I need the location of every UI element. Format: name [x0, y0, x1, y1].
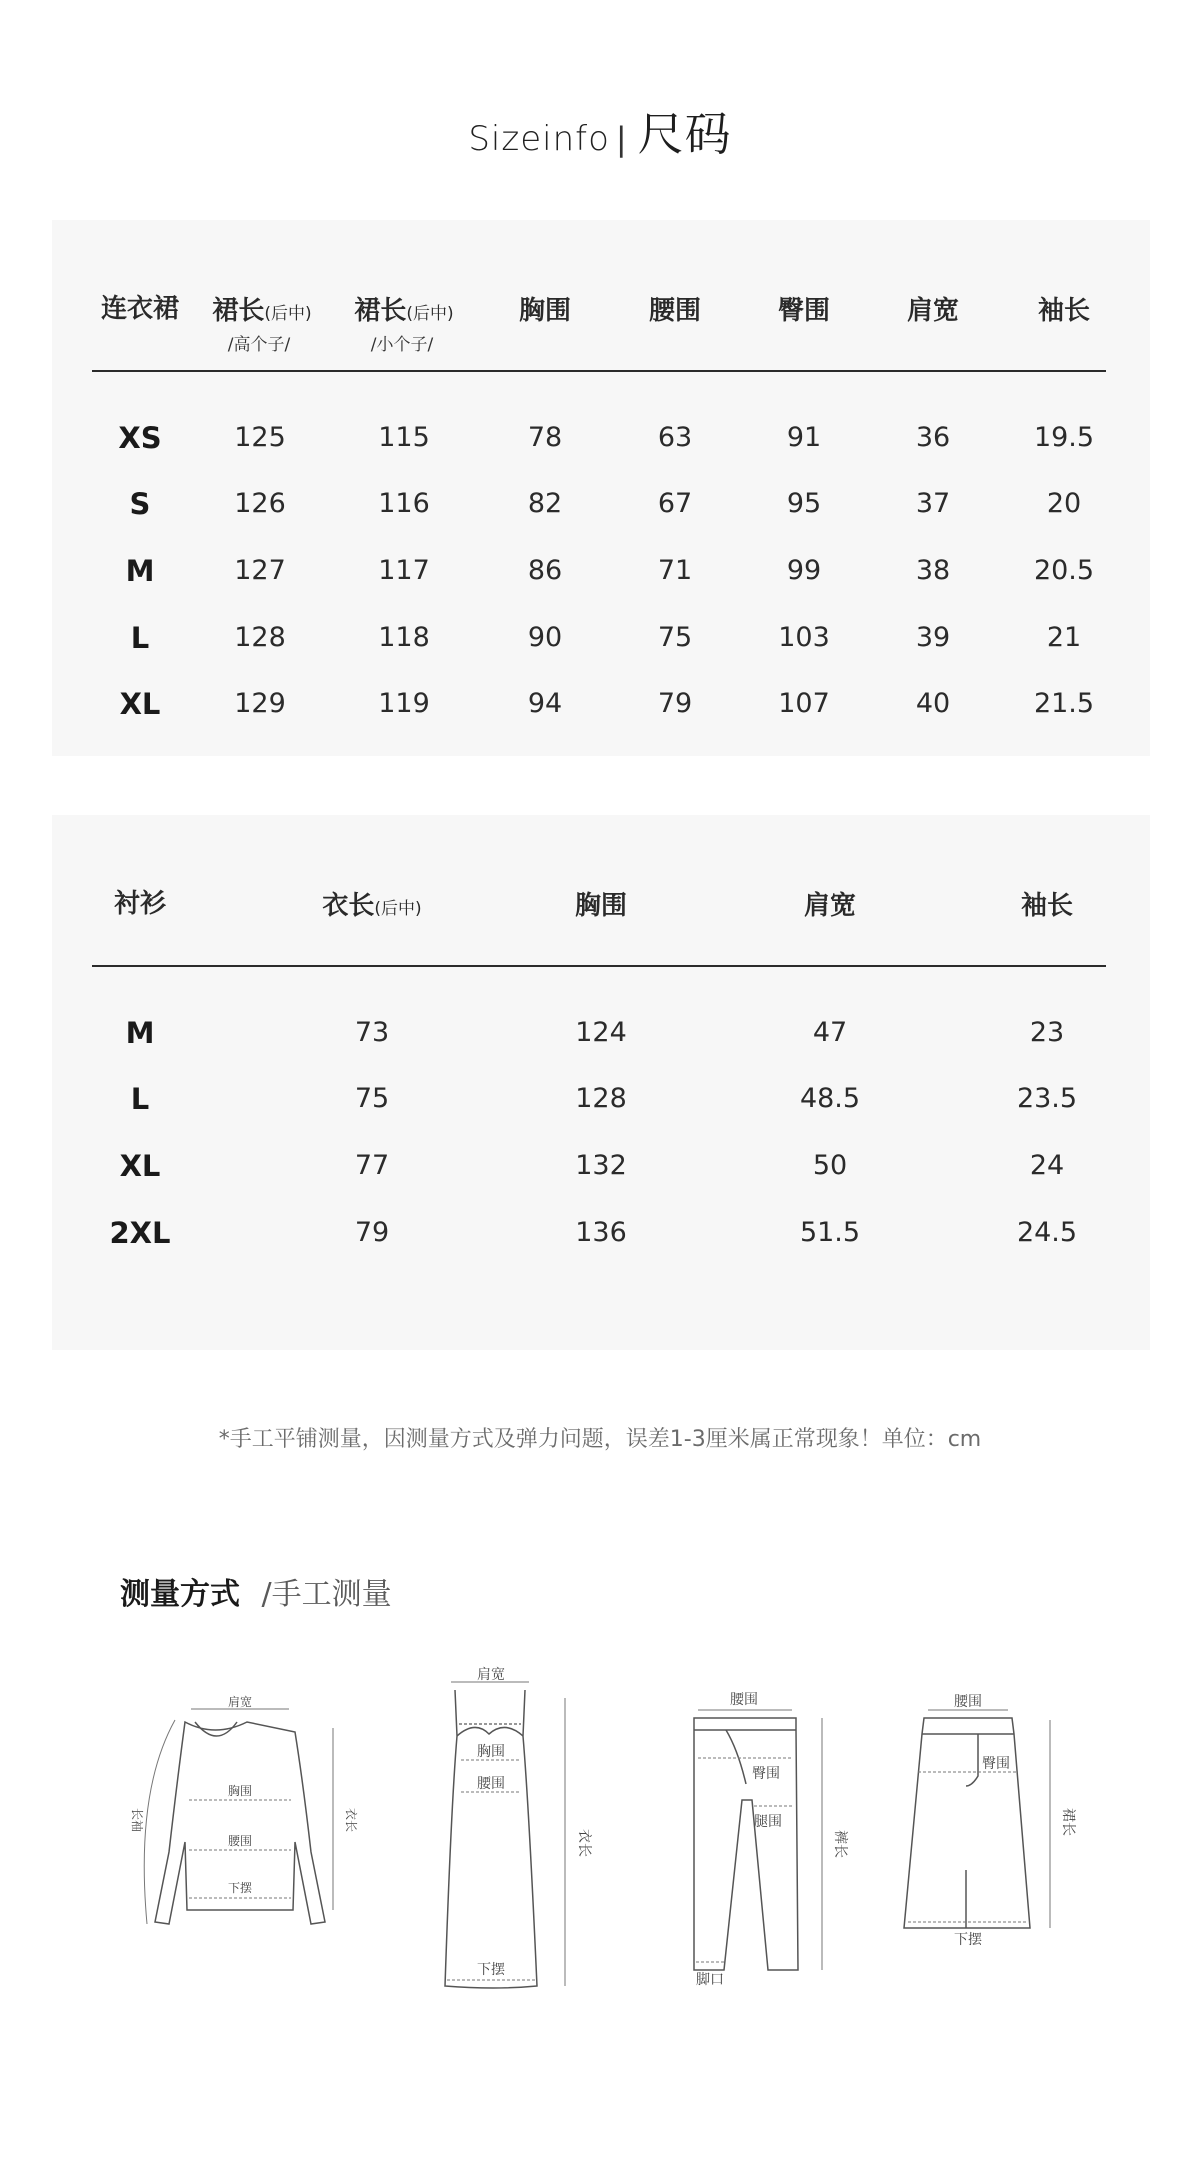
- shirt-label-waist: 腰围: [227, 1834, 253, 1848]
- table-cell: 82: [527, 488, 563, 519]
- title-separator: |: [615, 120, 628, 158]
- pants-diagram: [680, 1680, 850, 1990]
- size-label: XL: [119, 1149, 161, 1183]
- table-cell: 95: [786, 488, 822, 519]
- table-cell: 94: [527, 688, 563, 719]
- table-cell: 47: [812, 1017, 848, 1048]
- dress-header-length-petite: 裙长(后中): [354, 296, 454, 326]
- size-label: XL: [119, 687, 161, 721]
- shirt-header-shoulder: 肩宽: [803, 891, 857, 921]
- table-cell: 132: [575, 1150, 627, 1181]
- dress-label-hem: 下摆: [477, 1962, 505, 1978]
- dress-header-note-petite: /小个子/: [370, 335, 434, 355]
- table-cell: 115: [378, 422, 430, 453]
- shirt-header-chest: 胸围: [574, 891, 628, 921]
- dress-header-chest: 胸围: [518, 296, 572, 326]
- pants-label-waist: 腰围: [730, 1692, 758, 1708]
- table-cell: 127: [234, 555, 286, 586]
- pants-label-hip: 臀围: [752, 1766, 780, 1782]
- dress-header-divider: [92, 370, 1106, 372]
- dress-header-waist: 腰围: [648, 296, 702, 326]
- size-label: S: [129, 487, 151, 521]
- skirt-label-hem: 下摆: [954, 1932, 982, 1948]
- table-cell: 79: [657, 688, 693, 719]
- shirt-header-divider: [92, 965, 1106, 967]
- title-zh: 尺码: [637, 107, 732, 161]
- dress-header-length-tall: 裙长(后中): [212, 296, 312, 326]
- skirt-label-length: 裙长: [1060, 1808, 1076, 1836]
- table-cell: 124: [575, 1017, 627, 1048]
- pants-label-thigh: 腿围: [754, 1814, 782, 1830]
- table-cell: 40: [915, 688, 951, 719]
- table-cell: 77: [354, 1150, 390, 1181]
- table-cell: 119: [378, 688, 430, 719]
- shirt-diagram: [125, 1692, 358, 1932]
- size-label: 2XL: [109, 1216, 171, 1250]
- table-cell: 37: [915, 488, 951, 519]
- table-cell: 125: [234, 422, 286, 453]
- table-cell: 90: [527, 622, 563, 653]
- table-cell: 67: [657, 488, 693, 519]
- table-cell: 23.5: [1016, 1083, 1078, 1114]
- shirt-label-chest: 胸围: [227, 1784, 253, 1798]
- table-cell: 129: [234, 688, 286, 719]
- table-cell: 38: [915, 555, 951, 586]
- table-cell: 21.5: [1033, 688, 1095, 719]
- shirt-table-corner: 衬衫: [113, 889, 167, 919]
- table-cell: 75: [657, 622, 693, 653]
- table-cell: 21: [1046, 622, 1082, 653]
- table-cell: 79: [354, 1217, 390, 1248]
- dress-header-sleeve: 袖长: [1037, 296, 1091, 326]
- pants-label-length: 裤长: [832, 1830, 848, 1858]
- table-cell: 128: [234, 622, 286, 653]
- dress-header-hip: 臀围: [777, 296, 831, 326]
- title-en: Sizeinfo: [468, 119, 610, 159]
- table-cell: 118: [378, 622, 430, 653]
- dress-size-table: [52, 220, 1150, 756]
- dress-label-waist: 腰围: [477, 1776, 505, 1792]
- table-cell: 51.5: [799, 1217, 861, 1248]
- skirt-label-hip: 臀围: [982, 1756, 1010, 1772]
- table-cell: 19.5: [1033, 422, 1095, 453]
- skirt-diagram: [898, 1690, 1078, 1960]
- method-subtitle: /手工测量: [261, 1577, 392, 1612]
- table-cell: 91: [786, 422, 822, 453]
- shirt-header-sleeve: 袖长: [1020, 891, 1074, 921]
- measurement-method-heading: [120, 1574, 392, 1616]
- table-cell: 107: [778, 688, 830, 719]
- dress-label-shoulder: 肩宽: [477, 1667, 505, 1683]
- table-cell: 71: [657, 555, 693, 586]
- shirt-label-length: 衣长: [344, 1807, 358, 1833]
- table-cell: 23: [1029, 1017, 1065, 1048]
- table-cell: 50: [812, 1150, 848, 1181]
- table-cell: 73: [354, 1017, 390, 1048]
- shirt-size-table: [52, 815, 1150, 1350]
- shirt-label-hem: 下摆: [227, 1881, 253, 1895]
- table-cell: 99: [786, 555, 822, 586]
- table-cell: 117: [378, 555, 430, 586]
- shirt-label-shoulder: 肩宽: [227, 1695, 253, 1709]
- table-cell: 39: [915, 622, 951, 653]
- size-label: M: [125, 1016, 155, 1050]
- table-cell: 116: [378, 488, 430, 519]
- size-label: M: [125, 554, 155, 588]
- dress-header-shoulder: 肩宽: [906, 296, 960, 326]
- table-cell: 78: [527, 422, 563, 453]
- size-label: L: [130, 621, 150, 655]
- dress-header-note-tall: /高个子/: [227, 335, 291, 355]
- table-cell: 75: [354, 1083, 390, 1114]
- table-cell: 24.5: [1016, 1217, 1078, 1248]
- table-cell: 20: [1046, 488, 1082, 519]
- table-cell: 36: [915, 422, 951, 453]
- table-cell: 20.5: [1033, 555, 1095, 586]
- skirt-label-waist: 腰围: [954, 1694, 982, 1710]
- page-title: [0, 104, 1200, 169]
- dress-table-corner: 连衣裙: [100, 294, 180, 324]
- measurement-note: *手工平铺测量，因测量方式及弹力问题，误差1-3厘米属正常现象！单位：cm: [218, 1427, 982, 1452]
- shirt-header-length: 衣长(后中): [322, 891, 422, 921]
- shirt-label-sleeve: 长袖: [130, 1807, 144, 1833]
- size-label: L: [130, 1082, 150, 1116]
- dress-label-chest: 胸围: [477, 1744, 505, 1760]
- table-cell: 103: [778, 622, 830, 653]
- table-cell: 48.5: [799, 1083, 861, 1114]
- method-title: 测量方式: [120, 1577, 240, 1612]
- table-cell: 136: [575, 1217, 627, 1248]
- table-cell: 86: [527, 555, 563, 586]
- table-cell: 63: [657, 422, 693, 453]
- size-label: XS: [118, 421, 162, 455]
- dress-label-length: 衣长: [576, 1829, 592, 1857]
- pants-label-cuff: 脚口: [696, 1972, 724, 1988]
- dress-diagram: [425, 1668, 605, 1993]
- table-cell: 24: [1029, 1150, 1065, 1181]
- table-cell: 128: [575, 1083, 627, 1114]
- table-cell: 126: [234, 488, 286, 519]
